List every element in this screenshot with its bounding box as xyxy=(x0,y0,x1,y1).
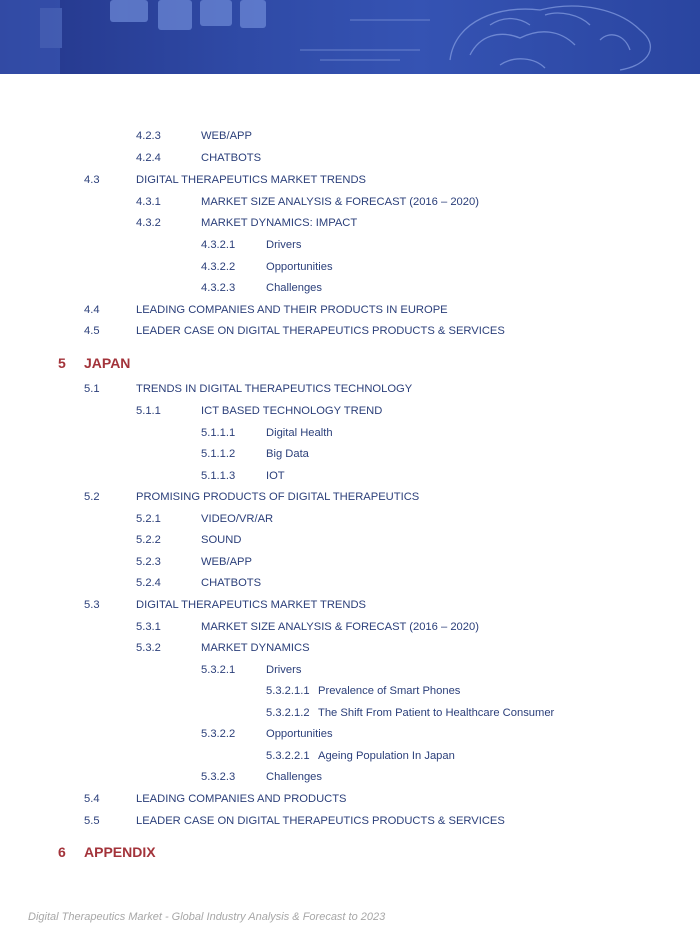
toc-entry-title: Opportunities xyxy=(266,728,333,740)
toc-entry[interactable] xyxy=(0,301,700,319)
toc-entry[interactable] xyxy=(0,322,700,340)
toc-entry-title: IOT xyxy=(266,470,285,482)
toc-entry[interactable] xyxy=(0,467,700,485)
toc-entry[interactable] xyxy=(0,127,700,145)
toc-entry-title: LEADER CASE ON DIGITAL THERAPEUTICS PRODUCTS & SERVICES xyxy=(136,325,505,337)
toc-entry-title: Ageing Population In Japan xyxy=(318,750,455,762)
toc-entry[interactable] xyxy=(0,424,700,442)
toc-entry-title: WEB/APP xyxy=(201,130,252,142)
toc-entry[interactable] xyxy=(0,747,700,765)
toc-entry-number: 5.2.3 xyxy=(136,556,161,568)
toc-entry[interactable] xyxy=(0,258,700,276)
toc-entry-title: CHATBOTS xyxy=(201,577,262,589)
toc-entry-number: 4.3.1 xyxy=(136,196,161,208)
toc-entry-number: 5.3.2.1 xyxy=(201,664,236,676)
toc-entry-number: 4.3.2 xyxy=(136,217,161,229)
toc-entry-number: 4.5 xyxy=(84,325,100,337)
toc-entry[interactable] xyxy=(0,236,700,254)
toc-entry-title: Digital Health xyxy=(266,427,333,439)
toc-entry-title: MARKET SIZE ANALYSIS & FORECAST (2016 – 2020) xyxy=(201,196,479,208)
toc-entry-number: 5.1.1.2 xyxy=(201,448,236,460)
toc-entry-number: 5.4 xyxy=(84,793,100,805)
toc-entry[interactable] xyxy=(0,790,700,808)
toc-entry[interactable] xyxy=(0,682,700,700)
toc-entry-number: 5.5 xyxy=(84,815,100,827)
toc-chapter-heading[interactable] xyxy=(0,843,700,861)
toc-chapter-heading[interactable] xyxy=(0,354,700,372)
toc-entry-number: 5.1.1.1 xyxy=(201,427,236,439)
toc-entry-title: JAPAN xyxy=(84,355,131,371)
toc-entry-title: Opportunities xyxy=(266,261,333,273)
toc-entry-title: MARKET SIZE ANALYSIS & FORECAST (2016 – 2020) xyxy=(201,621,479,633)
toc-entry[interactable] xyxy=(0,171,700,189)
toc-entry-number: 5.2.1 xyxy=(136,513,161,525)
toc-entry[interactable] xyxy=(0,445,700,463)
toc-entry-number: 5.2 xyxy=(84,491,100,503)
toc-entry-number: 4.3.2.3 xyxy=(201,282,236,294)
toc-entry-number: 5.3.2.1.2 xyxy=(266,707,310,719)
toc-entry[interactable] xyxy=(0,149,700,167)
toc-entry[interactable] xyxy=(0,193,700,211)
toc-entry[interactable] xyxy=(0,402,700,420)
toc-entry-number: 4.2.4 xyxy=(136,152,161,164)
toc-entry-number: 5.3.1 xyxy=(136,621,161,633)
toc-entry-title: MARKET DYNAMICS xyxy=(201,642,310,654)
toc-entry-number: 4.3.2.1 xyxy=(201,239,236,251)
toc-entry[interactable] xyxy=(0,639,700,657)
toc-entry[interactable] xyxy=(0,510,700,528)
toc-entry-number: 5.3.2.1.1 xyxy=(266,685,310,697)
toc-entry-title: Drivers xyxy=(266,664,302,676)
toc-entry-title: The Shift From Patient to Healthcare Consumer xyxy=(318,707,555,719)
toc-entry-number: 5.3.2 xyxy=(136,642,161,654)
toc-entry[interactable] xyxy=(0,553,700,571)
toc-entry-number: 5.3 xyxy=(84,599,100,611)
toc-entry-number: 5.3.2.2 xyxy=(201,728,236,740)
toc-entry[interactable] xyxy=(0,725,700,743)
toc-entry-title: DIGITAL THERAPEUTICS MARKET TRENDS xyxy=(136,174,367,186)
toc-entry-title: WEB/APP xyxy=(201,556,252,568)
toc-entry-number: 4.2.3 xyxy=(136,130,161,142)
toc-entry-number: 5.3.2.2.1 xyxy=(266,750,310,762)
toc-entry[interactable] xyxy=(0,661,700,679)
toc-entry-number: 5.1.1 xyxy=(136,405,161,417)
toc-entry-number: 5.1.1.3 xyxy=(201,470,236,482)
toc-entry-title: Prevalence of Smart Phones xyxy=(318,685,461,697)
toc-entry-title: Drivers xyxy=(266,239,302,251)
toc-entry-title: ICT BASED TECHNOLOGY TREND xyxy=(201,405,383,417)
toc-entry[interactable] xyxy=(0,214,700,232)
toc-entry-number: 5.1 xyxy=(84,383,100,395)
toc-entry-number: 4.4 xyxy=(84,304,100,316)
toc-entry-title: DIGITAL THERAPEUTICS MARKET TRENDS xyxy=(136,599,367,611)
toc-entry[interactable] xyxy=(0,279,700,297)
toc-entry[interactable] xyxy=(0,596,700,614)
toc-entry-title: VIDEO/VR/AR xyxy=(201,513,274,525)
toc-entry[interactable] xyxy=(0,768,700,786)
toc-entry-title: SOUND xyxy=(201,534,242,546)
page-footer: Digital Therapeutics Market - Global Industry Analysis & Forecast to 2023 xyxy=(28,911,386,923)
toc-entry[interactable] xyxy=(0,618,700,636)
toc-entry[interactable] xyxy=(0,574,700,592)
toc-entry-number: 6 xyxy=(58,844,66,860)
toc-entry[interactable] xyxy=(0,531,700,549)
toc-entry-title: Challenges xyxy=(266,771,322,783)
toc-entry[interactable] xyxy=(0,380,700,398)
toc-entry[interactable] xyxy=(0,704,700,722)
toc-entry-title: PROMISING PRODUCTS OF DIGITAL THERAPEUTICS xyxy=(136,491,420,503)
toc-entry-number: 5 xyxy=(58,355,66,371)
toc-entry-title: LEADER CASE ON DIGITAL THERAPEUTICS PRODUCTS & SERVICES xyxy=(136,815,505,827)
toc-entry[interactable] xyxy=(0,812,700,830)
toc-entry-number: 5.2.4 xyxy=(136,577,161,589)
toc-entry-number: 4.3.2.2 xyxy=(201,261,236,273)
toc-entry-title: Challenges xyxy=(266,282,322,294)
toc-entry[interactable] xyxy=(0,488,700,506)
toc-entry-title: Big Data xyxy=(266,448,309,460)
toc-entry-title: CHATBOTS xyxy=(201,152,262,164)
toc-entry-number: 5.2.2 xyxy=(136,534,161,546)
toc-entry-number: 4.3 xyxy=(84,174,100,186)
toc-entry-title: MARKET DYNAMICS: IMPACT xyxy=(201,217,358,229)
toc-entry-title: LEADING COMPANIES AND THEIR PRODUCTS IN EUROPE xyxy=(136,304,448,316)
toc-entry-number: 5.3.2.3 xyxy=(201,771,236,783)
toc-entry-title: TRENDS IN DIGITAL THERAPEUTICS TECHNOLOGY xyxy=(136,383,413,395)
toc-entry-title: LEADING COMPANIES AND PRODUCTS xyxy=(136,793,347,805)
toc-entry-title: APPENDIX xyxy=(84,844,156,860)
